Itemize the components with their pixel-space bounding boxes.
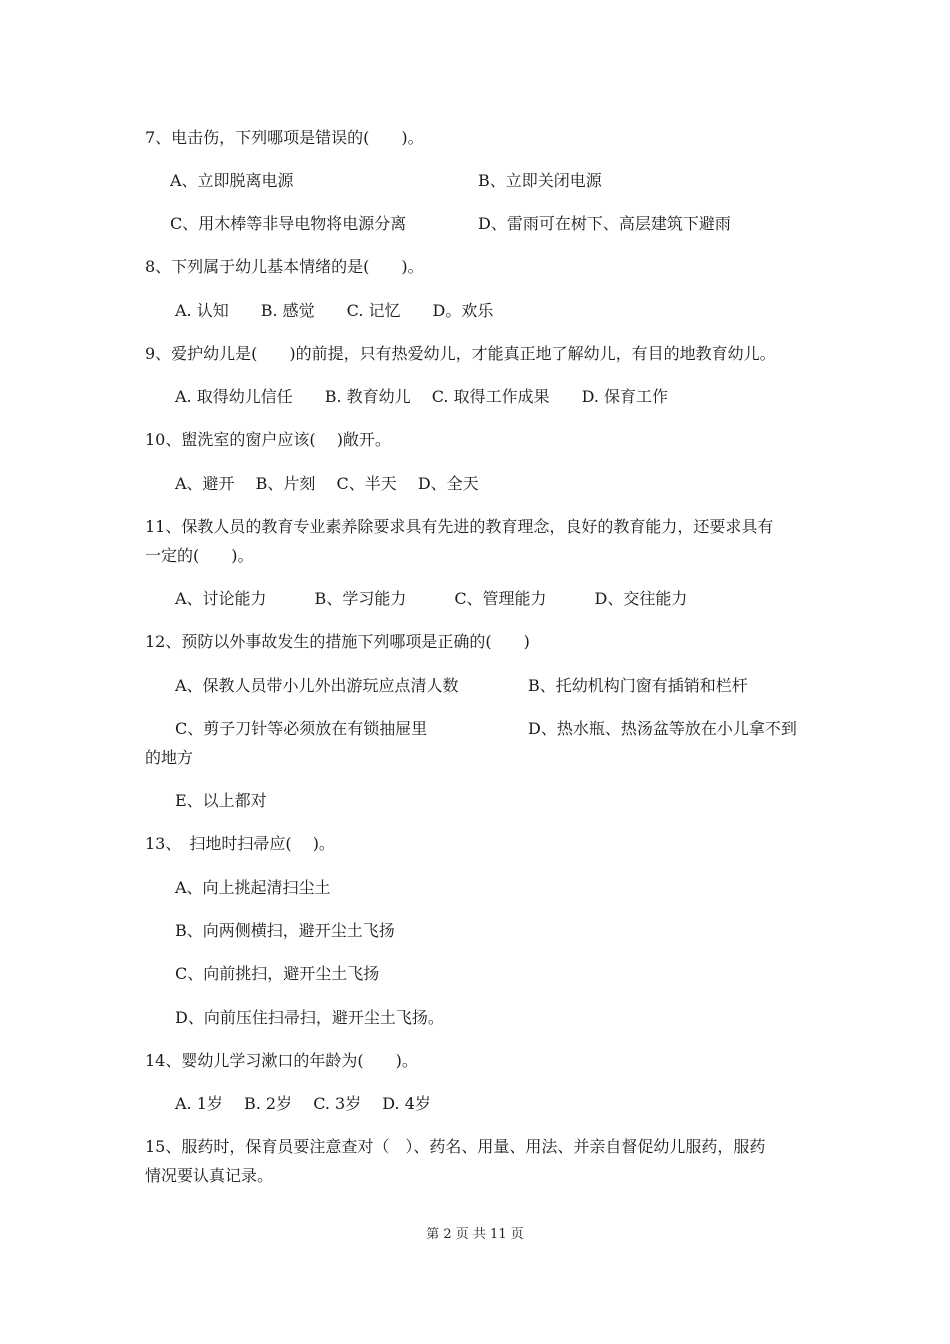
question-7-option-c: C、用木棒等非导电物将电源分离 [170,214,407,233]
question-7-option-d: D、雷雨可在树下、高层建筑下避雨 [478,214,731,233]
question-9-stem: 9、爱护幼儿是( )的前提，只有热爱幼儿，才能真正地了解幼儿，有目的地教育幼儿。 [145,344,776,363]
question-12-option-d: D、热水瓶、热汤盆等放在小儿拿不到 [528,719,797,738]
question-8-options: A. 认知 B. 感觉 C. 记忆 D。欢乐 [175,301,494,320]
question-10-options: A、避开 B、片刻 C、半天 D、全天 [175,474,479,493]
question-13-stem: 13、 扫地时扫帚应( )。 [145,834,335,853]
question-7-option-b: B、立即关闭电源 [478,171,602,190]
question-15-stem-line2: 情况要认真记录。 [145,1166,274,1185]
question-12-option-b: B、托幼机构门窗有插销和栏杆 [528,676,748,695]
question-7-option-a: A、立即脱离电源 [170,171,294,190]
question-8-stem: 8、下列属于幼儿基本情绪的是( )。 [145,257,424,276]
question-13-option-a: A、向上挑起清扫尘土 [175,878,331,897]
question-12-option-d-cont: 的地方 [145,748,194,767]
question-11-stem-line1: 11、保教人员的教育专业素养除要求具有先进的教育理念，良好的教育能力，还要求具有 [145,517,774,536]
question-13-option-b: B、向两侧横扫，避开尘土飞扬 [175,921,395,940]
question-14-stem: 14、婴幼儿学习漱口的年龄为( )。 [145,1051,418,1070]
question-11-options: A、讨论能力 B、学习能力 C、管理能力 D、交往能力 [175,589,688,608]
question-12-option-a: A、保教人员带小儿外出游玩应点清人数 [175,676,459,695]
question-13-option-c: C、向前挑扫，避开尘土飞扬 [175,964,380,983]
question-12-stem: 12、预防以外事故发生的措施下列哪项是正确的( ) [145,632,530,651]
question-15-stem-line1: 15、服药时，保育员要注意查对（ ）、药名、用量、用法、并亲自督促幼儿服药，服药 [145,1137,766,1156]
question-12-option-c: C、剪子刀针等必须放在有锁抽屉里 [175,719,428,738]
question-9-options: A. 取得幼儿信任 B. 教育幼儿 C. 取得工作成果 D. 保育工作 [175,387,669,406]
question-13-option-d: D、向前压住扫帚扫，避开尘土飞扬。 [175,1008,444,1027]
page-number-footer: 第 2 页 共 11 页 [426,1227,524,1242]
question-12-option-e: E、以上都对 [175,791,267,810]
question-10-stem: 10、盥洗室的窗户应该( )敞开。 [145,430,391,449]
question-14-options: A. 1岁 B. 2岁 C. 3岁 D. 4岁 [175,1094,431,1113]
question-7-stem: 7、电击伤，下列哪项是错误的( )。 [145,128,424,147]
question-11-stem-line2: 一定的( )。 [145,546,254,565]
